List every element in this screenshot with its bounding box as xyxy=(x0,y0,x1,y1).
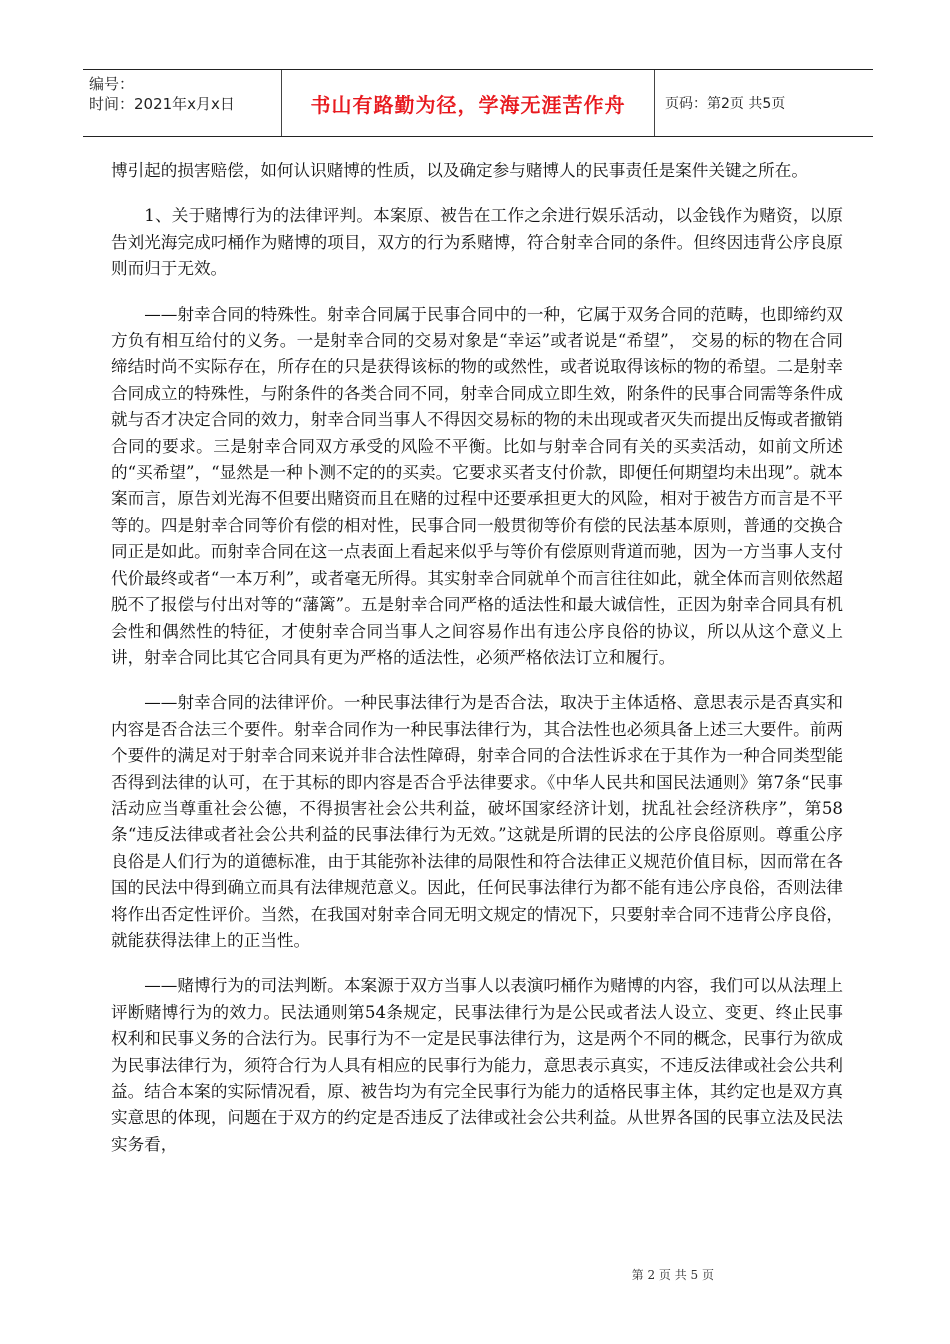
header-motto: 书山有路勤为径，学海无涯苦作舟 xyxy=(282,70,655,136)
number-label: 编号： xyxy=(89,75,135,93)
paragraph-aleatory-specialty: ——射幸合同的特殊性。射幸合同属于民事合同中的一种，它属于双务合同的范畴，也即缔约双方负有相互给付的义务。一是射幸合同的交易对象是“幸运”或者说是“希望”， 交易的标的物在合同缔结时尚不实际存在，所存在的只是获得该标的物的或然性，或者说取得该标的物的希望。二是射幸合同成立的特殊性，与附条件的各类合同不同，射幸合同成立即生效，附条件的民事合同需等条件成就与否才决定合同的效力，射幸合同当事人不得因交易标的物的未出现或者灭失而提出反悔或者撤销合同的要求。三是射幸合同双方承受的风险不平衡。比如与射幸合同有关的买卖活动，如前文所述的“买希望”，“显然是一种卜测不定的的买卖。它要求买者支付价款，即便任何期望均未出现”。就本案而言，原告刘光海不但要出赌资而且在赌的过程中还要承担更大的风险，相对于被告方而言是不平等的。四是射幸合同等价有偿的相对性，民事合同一般贯彻等价有偿的民法基本原则，普通的交换合同正是如此。而射幸合同在这一点表面上看起来似乎与等价有偿原则背道而驰，因为一方当事人支付代价最终或者“一本万利”，或者毫无所得。其实射幸合同就单个而言往往如此，就全体而言则依然超脱不了报偿与付出对等的“藩篱”。五是射幸合同严格的适法性和最大诚信性，正因为射幸合同具有机会性和偶然性的特征，才使射幸合同当事人之间容易作出有违公序良俗的协议，所以从这个意义上讲，射幸合同比其它合同具有更为严格的适法性，必须严格依法订立和履行。 xyxy=(111,304,843,667)
paragraph-gambling-evaluation: 1、关于赌博行为的法律评判。本案原、被告在工作之余进行娱乐活动，以金钱作为赌资，以原告刘光海完成叼桶作为赌博的项目，双方的行为系赌博，符合射幸合同的条件。但终因违背公序良原则而归于无效。 xyxy=(111,206,843,279)
paragraph-aleatory-legal-evaluation: ——射幸合同的法律评价。一种民事法律行为是否合法，取决于主体适格、意思表示是否真实和内容是否合法三个要件。射幸合同作为一种民事法律行为，其合法性也必须具备上述三大要件。前两个要件的满足对于射幸合同来说并非合法性障碍，射幸合同的合法性诉求在于其作为一种合同类型能否得到法律的认可，在于其标的即内容是否合乎法律要求。《中华人民共和国民法通则》第7条“民事活动应当尊重社会公德，不得损害社会公共利益，破坏国家经济计划，扰乱社会经济秩序”，第58条“违反法律或者社会公共利益的民事法律行为无效。”这就是所谓的民法的公序良俗原则。尊重公序良俗是人们行为的道德标准，由于其能弥补法律的局限性和符合法律正义规范价值目标，因而常在各国的民法中得到确立而具有法律规范意义。因此，任何民事法律行为都不能有违公序良俗，否则法律将作出否定性评价。当然，在我国对射幸合同无明文规定的情况下，只要射幸合同不违背公序良俗，就能获得法律上的正当性。 xyxy=(111,693,843,950)
page-footer: 第 2 页 共 5 页 xyxy=(631,1268,714,1282)
time-label: 时间：2021年x月x日 xyxy=(89,95,235,113)
paragraph-judicial-judgment: ——赌博行为的司法判断。本案源于双方当事人以表演叼桶作为赌博的内容，我们可以从法理上评断赌博行为的效力。民法通则第54条规定，民事法律行为是公民或者法人设立、变更、终止民事权利和民事义务的合法行为。民事行为不一定是民事法律行为，这是两个不同的概念，民事行为欲成为民事法律行为，须符合行为人具有相应的民事行为能力，意思表示真实，不违反法律或社会公共利益。结合本案的实际情况看，原、被告均为有完全民事行为能力的适格民事主体，其约定也是双方真实意思的体现，问题在于双方的约定是否违反了法律或社会公共利益。从世界各国的民事立法及民法实务看， xyxy=(111,976,843,1154)
header-meta xyxy=(83,70,282,136)
header-page-label: 页码：第2页 共5页 xyxy=(665,96,786,112)
header-table xyxy=(83,69,873,137)
paragraph-continued: 博引起的损害赔偿，如何认识赌博的性质，以及确定参与赌博人的民事责任是案件关键之所在。 xyxy=(111,161,808,180)
document-body xyxy=(111,158,843,1177)
